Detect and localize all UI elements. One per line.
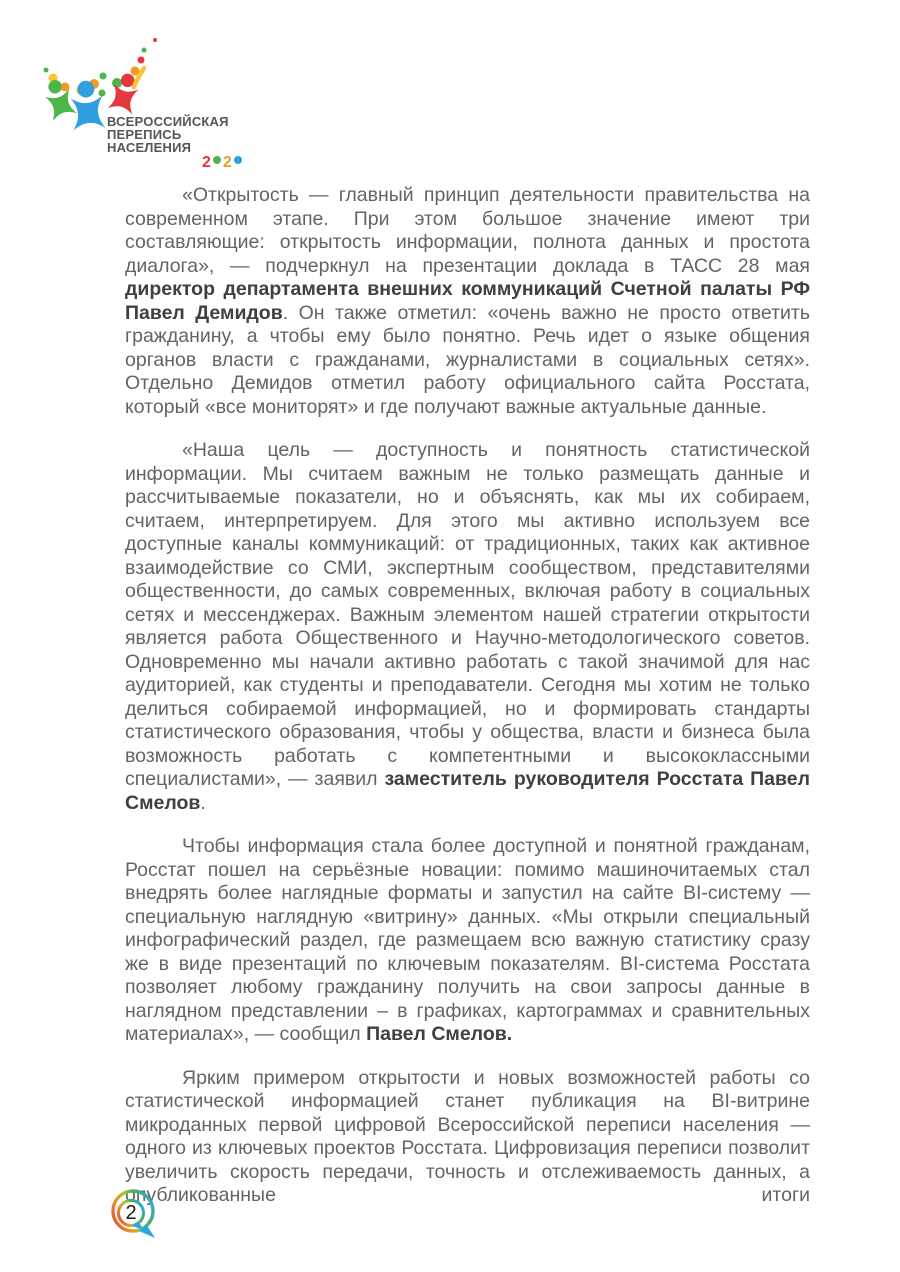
text-run: . Он также отметил: «очень важно не просто ответить гражданину, а чтобы ему было понятно. Речь идет о языке общения органов власти с гражданами, журналистами в социальных сетях». Отдельно Демидов отметил работу официального сайта Росстата, который «все мониторят» и где получают важные актуальные данные. <box>125 301 810 418</box>
paragraph <box>125 439 810 815</box>
page-footer-logo <box>100 1182 164 1246</box>
year-digit-2-red: 2 <box>202 154 211 171</box>
page-number: 2 <box>125 1201 137 1224</box>
logo-title-line2: ПЕРЕПИСЬ <box>107 127 182 142</box>
logo-title-line1: ВСЕРОССИЙСКАЯ <box>107 114 229 129</box>
text-run: «Открытость — главный принцип деятельности правительства на современном этапе. При этом большое значение имеют три составляющие: открытость информации, полнота данных и простота диалога», — подчеркнул на презентации доклада в ТАСС 28 мая <box>125 184 810 277</box>
document-body <box>125 184 810 1228</box>
census-logo-year-2020 <box>202 155 242 171</box>
paragraph <box>125 1067 810 1208</box>
logo-title-line3: НАСЕЛЕНИЯ <box>107 140 192 155</box>
text-run: Чтобы информация стала более доступной и понятной гражданам, Росстат пошел на серьёзные новации: помимо машиночитаемых стал внедрять более наглядные форматы и запустил на сайте BI-систему — специальную наглядную «витрину» данных. «Мы открыли специальный инфографический раздел, где размещаем всю важную статистику сразу же в виде презентаций по ключевым показателям. BI-система Росстата позволяет любому гражданину получить на свои запросы данные в наглядном представлении – в графиках, картограммах и сравнительных материалах», — сообщил <box>125 835 810 1045</box>
paragraph <box>125 184 810 419</box>
year-digit-0-blue <box>234 156 242 164</box>
text-run: Ярким примером открытости и новых возможностей работы со статистической информацией станет публикация на BI-витрине микроданных первой цифровой Всероссийской переписи населения — одного из ключевых проектов Росстата. Цифровизация переписи позволит увеличить скорость передачи, точность и отслеживаемость данных, а опубликованные итоги <box>125 1066 810 1206</box>
text-run: «Наша цель — доступность и понятность статистической информации. Мы считаем важным не только размещать данные и рассчитываемые показатели, но и объяснять, как мы их собираем, считаем, интерпретируем. Для этого мы активно используем все доступные каналы коммуникаций: от традиционных, таких как активное взаимодействие со СМИ, экспертным сообществом, представителями общественности, до самых современных, включая работу в социальных сетях и мессенджерах. Важным элементом нашей стратегии открытости является работа Общественного и Научно-методологического советов. Одновременно мы начали активно работать с такой значимой для нас аудиторией, как студенты и преподаватели. Сегодня мы хотим не только делиться собираемой информацией, но и формировать стандарты статистического образования, чтобы у общества, власти и бизнеса была возможность работать с компетентными и высококлассными специалистами», — заявил <box>125 439 810 790</box>
text-run-bold: Павел Смелов. <box>366 1023 513 1045</box>
census-logo <box>0 0 340 190</box>
year-digit-0-green <box>213 156 221 164</box>
text-run-bold: заместитель руководителя Росстата Павел Смелов <box>125 768 810 814</box>
green-person-icon <box>41 76 77 121</box>
paragraph <box>125 835 810 1047</box>
text-run-bold: директор департамента внешних коммуникаций Счетной палаты РФ Павел Демидов <box>125 278 810 324</box>
blue-person-icon <box>69 79 105 130</box>
text-run: . <box>200 791 206 814</box>
year-digit-2-orange: 2 <box>222 154 232 171</box>
census-logo-title <box>107 115 229 154</box>
